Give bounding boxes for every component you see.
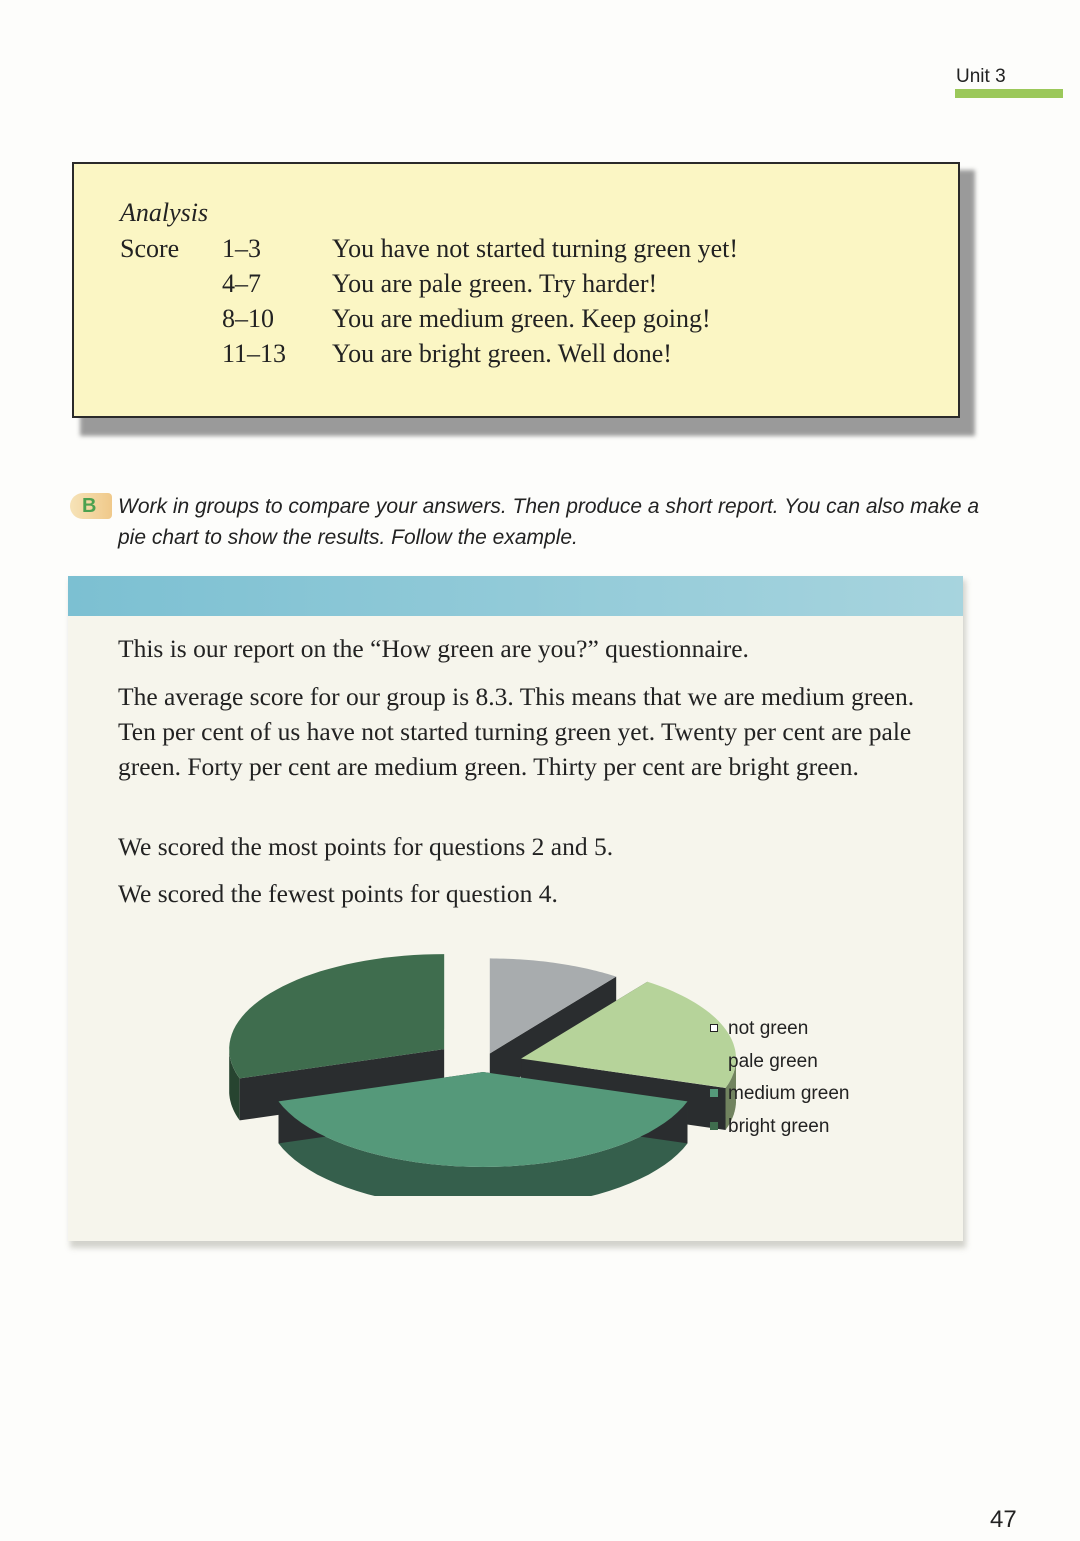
score-range: 4–7 [222,269,261,298]
legend-swatch-pale-green [710,1057,718,1065]
exercise-badge [70,493,112,519]
report-box [68,576,963,1241]
report-paragraph: The average score for our group is 8.3. This means that we are medium green. Ten per cent of us have not started turning green yet. Twenty per cent are pale green. Forty per cent are medium green. Thirty per cent are bright green. [118,682,915,781]
score-label: Score [120,234,180,263]
legend-swatch-bright-green [710,1122,718,1130]
legend-label: not green [728,1018,809,1039]
pie-chart [208,936,768,1196]
analysis-box [72,162,960,418]
score-range: 8–10 [222,304,274,333]
instruction-text: Work in groups to compare your answers. Then produce a short report. You can also make a pie chart to show the results. Follow the example. [118,495,980,549]
score-range: 1–3 [222,234,261,263]
exercise-letter: B [82,495,97,517]
legend-label: medium green [728,1083,850,1104]
unit-accent-bar [955,89,1063,98]
legend-label: bright green [728,1115,830,1137]
legend-label: pale green [728,1050,818,1072]
score-description: You are pale green. Try harder! [332,269,658,298]
score-range: 11–13 [222,339,287,368]
unit-label: Unit 3 [956,66,1006,87]
analysis-title: Analysis [120,198,209,227]
page-number: 47 [990,1506,1017,1533]
legend-swatch-not-green [710,1024,718,1032]
unit-header [955,66,1063,98]
report-header-band [68,576,963,616]
report-paragraph: This is our report on the “How green are you?” questionnaire. [118,634,749,663]
score-description: You are medium green. Keep going! [332,304,711,333]
report-paragraph: We scored the fewest points for question 4. [118,879,558,908]
report-paragraph: We scored the most points for questions 2 and 5. [118,832,614,861]
score-description: You have not started turning green yet! [332,234,739,263]
score-description: You are bright green. Well done! [332,339,672,368]
legend-swatch-medium-green [710,1089,718,1097]
